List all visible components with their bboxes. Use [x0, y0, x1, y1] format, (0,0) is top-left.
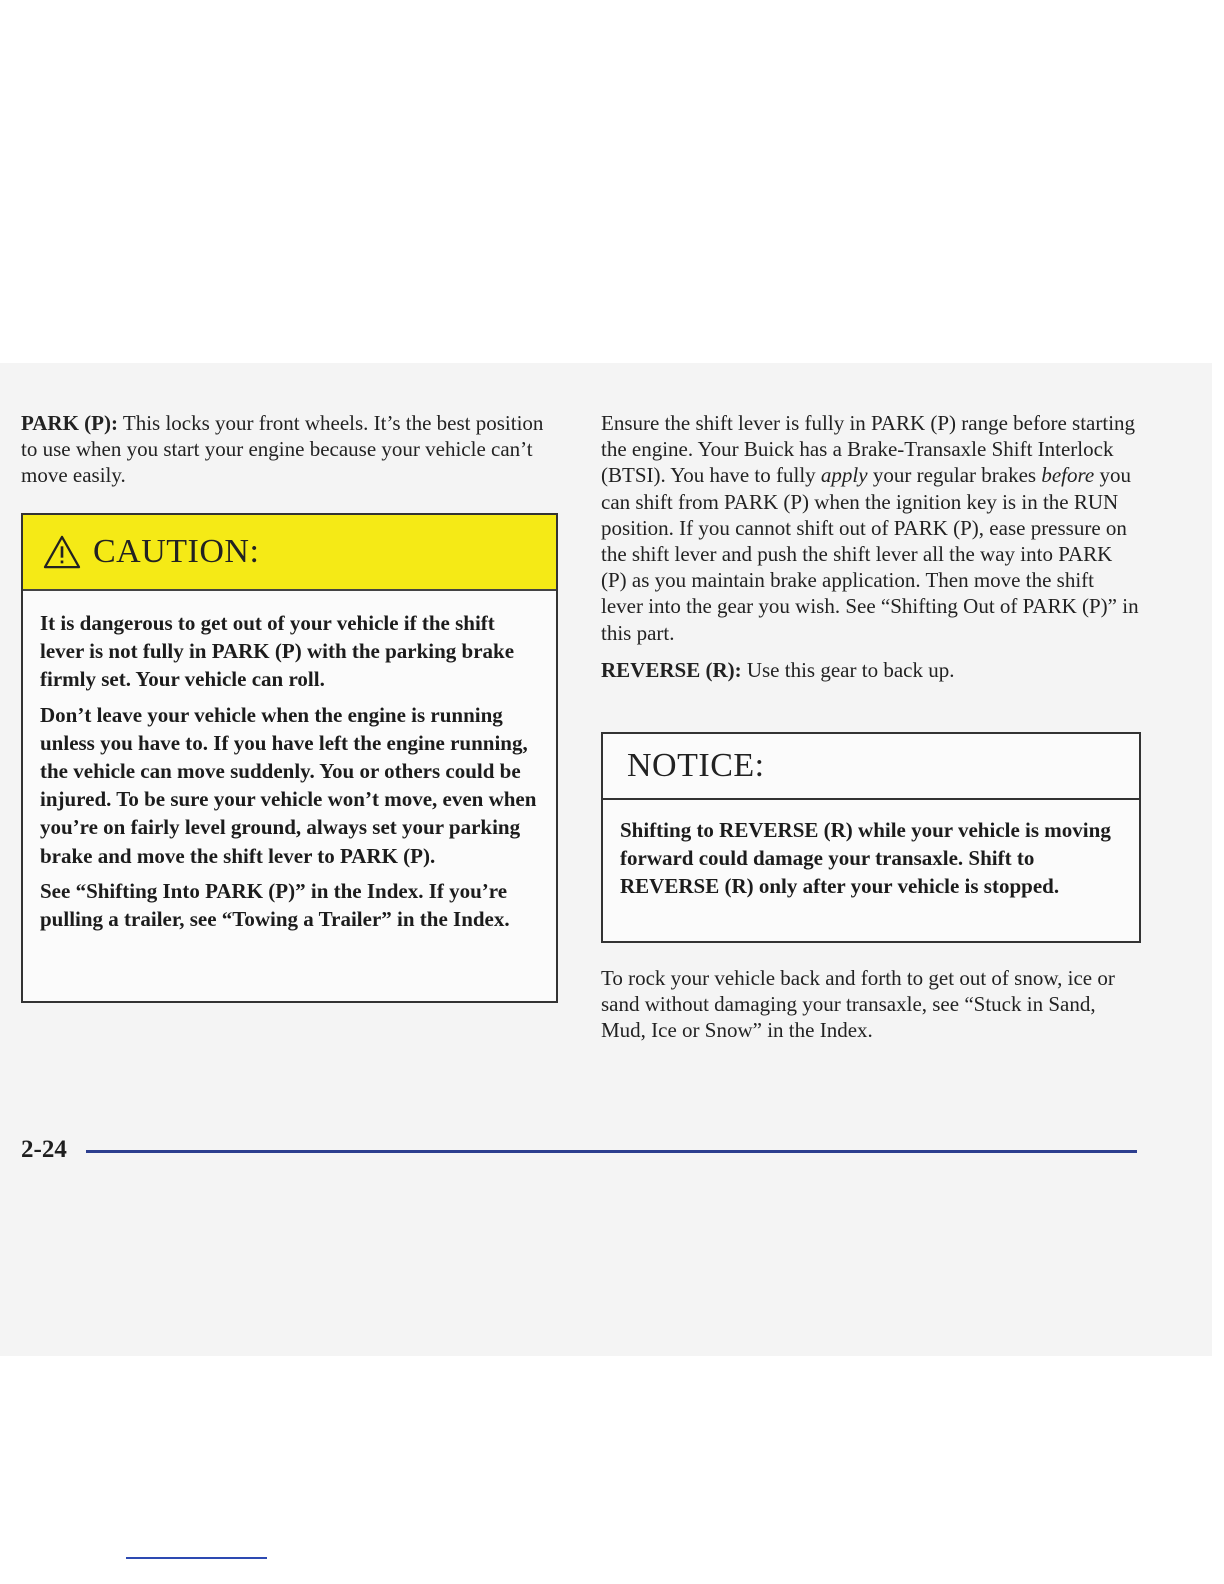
notice-title: NOTICE:: [627, 747, 765, 784]
caution-paragraph: It is dangerous to get out of your vehicle if the shift lever is not fully in PARK (P) with the parking brake firmly set. Your vehicle can roll.: [40, 611, 515, 692]
caution-paragraph: See “Shifting Into PARK (P)” in the Index. If you’re pulling a trailer, see “Towing a Trailer” in the Index.: [40, 878, 510, 932]
notice-text: Shifting to REVERSE (R) while your vehicle is moving forward could damage your transaxle. Shift to REVERSE (R) only after your vehicle is stopped.: [620, 818, 1111, 899]
caution-title: CAUTION:: [93, 533, 260, 570]
emphasis-before: before: [1041, 463, 1095, 488]
footer-rule: [86, 1150, 1137, 1153]
notice-header: [603, 734, 1139, 800]
warning-triangle-icon: [43, 535, 81, 569]
park-description: This locks your front wheels. It’s the best position to use when you start your engine because your vehicle can’t move easily.: [21, 411, 544, 488]
reverse-term: REVERSE (R):: [601, 657, 742, 682]
shift-text-part: Ensure the shift lever is fully in PARK (P) range before starting the engine. Your Buick has a Brake-Transaxle Shift Interlock (BTSI). You have to fully: [601, 411, 1136, 488]
reverse-description: Use this gear to back up.: [741, 657, 955, 682]
right-column: [601, 410, 1141, 683]
shift-text-part: your regular brakes: [867, 463, 1042, 488]
caution-body: [23, 591, 556, 933]
rock-vehicle-paragraph: To rock your vehicle back and forth to get out of snow, ice or sand without damaging your transaxle, see “Stuck in Sand, Mud, Ice or Snow” in the Index.: [601, 966, 1115, 1043]
page-number: 2-24: [21, 1136, 67, 1163]
caution-header: [23, 515, 556, 591]
shift-text-part: you can shift from PARK (P) when the ignition key is in the RUN position. If you cannot shift out of PARK (P), ease pressure on the shift lever and push the shift lever all the way into PARK (P) as you maintain brake application. Then move the shift lever into the gear you wish. See “Shifting Out of PARK (P)” in this part.: [601, 463, 1139, 645]
emphasis-apply: apply: [820, 463, 868, 488]
notice-body: [603, 800, 1139, 901]
shift-lever-paragraph: [601, 410, 1141, 646]
park-paragraph: [21, 410, 556, 489]
caution-paragraph: Don’t leave your vehicle when the engine is running unless you have to. If you have left the engine running, the vehicle can move suddenly. You or others could be injured. To be sure your vehicle won’t move, even when you’re on fairly level ground, always set your parking brake and move the shift lever to PARK (P).: [40, 702, 537, 868]
left-column: [21, 410, 561, 489]
caution-box: [21, 513, 558, 1003]
reverse-paragraph: [601, 657, 1141, 683]
notice-box: [601, 732, 1141, 943]
park-term: PARK (P):: [21, 411, 118, 435]
bottom-link-underline: [126, 1557, 267, 1559]
